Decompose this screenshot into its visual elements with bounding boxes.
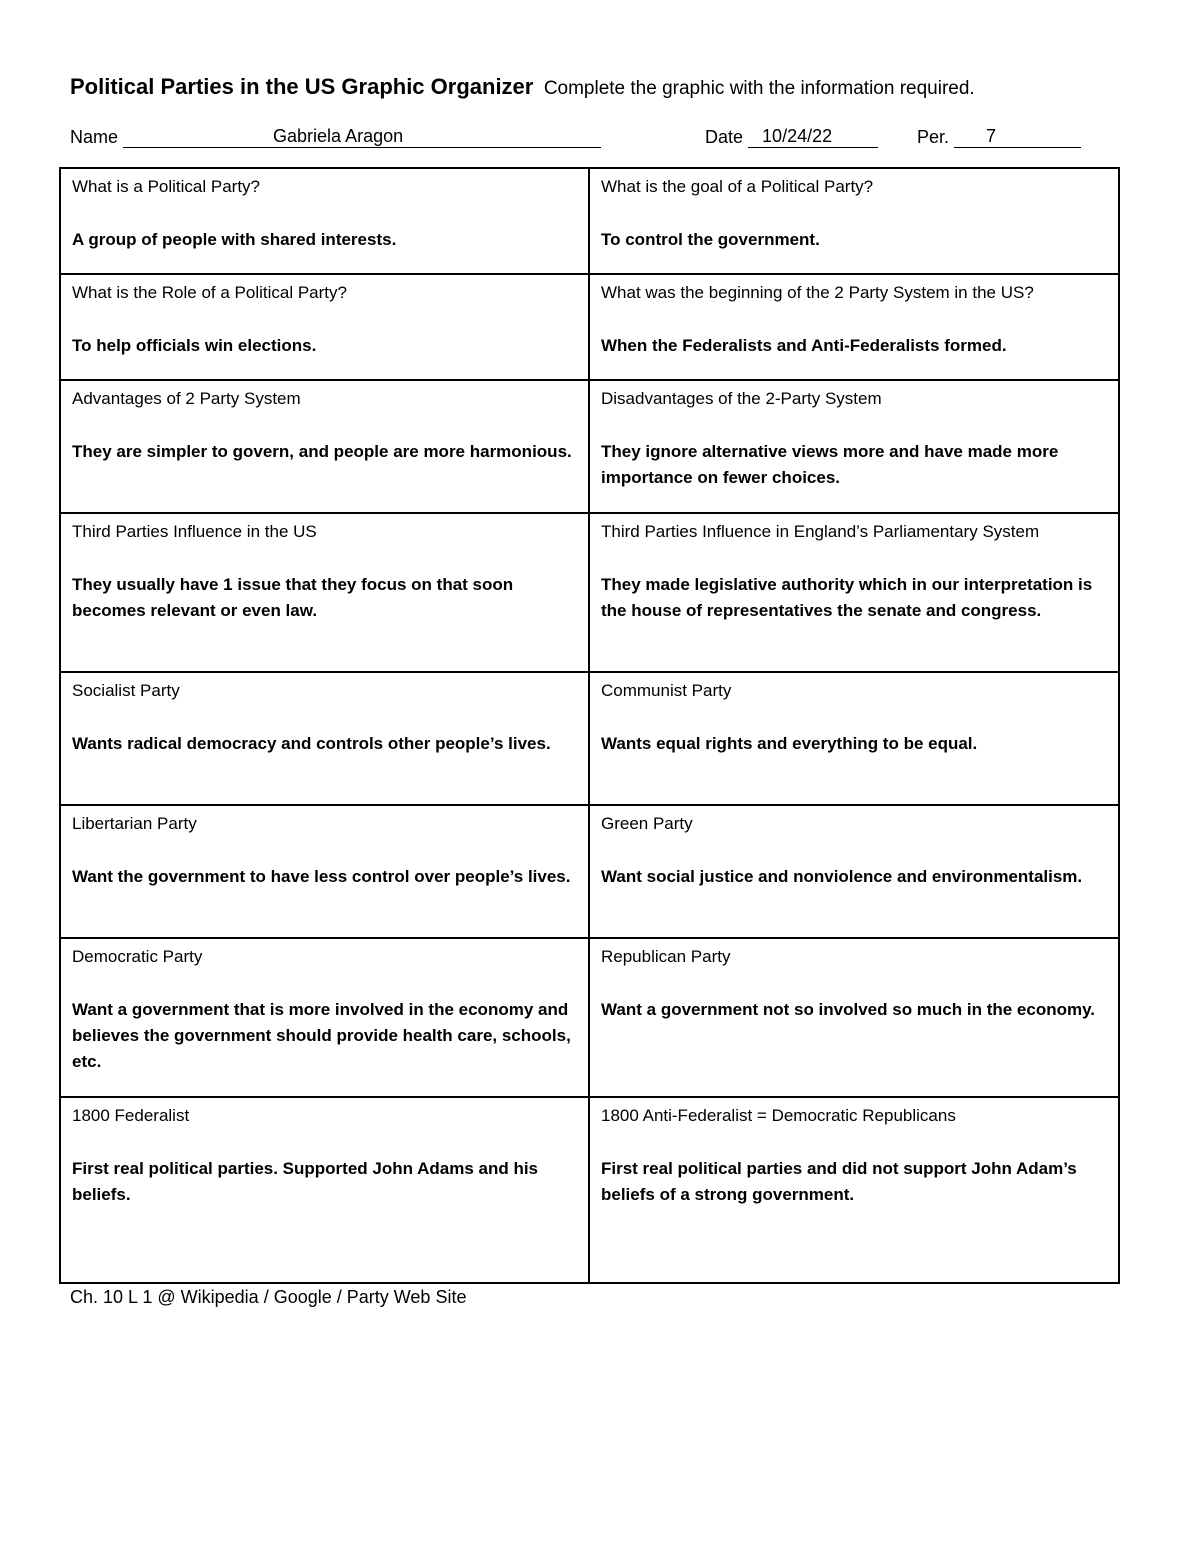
cell-prompt: Advantages of 2 Party System [72,389,301,408]
cell-prompt: 1800 Anti-Federalist = Democratic Republicans [601,1106,956,1125]
cell-answer: They made legislative authority which in our interpretation is the house of representatives the senate and congress. [601,575,1093,620]
cell-answer: First real political parties and did not support John Adam’s beliefs of a strong government. [601,1159,1077,1204]
organizer-cell [589,938,1119,1097]
cell-prompt: What is the goal of a Political Party? [601,177,874,196]
table-row [60,938,1119,1097]
cell-answer: Want a government that is more involved in the economy and believes the government should provide health care, schools, etc. [72,1000,571,1071]
cell-prompt: Green Party [601,814,693,833]
cell-answer: To control the government. [601,230,820,249]
organizer-cell [60,513,589,672]
cell-prompt: 1800 Federalist [72,1106,190,1125]
document-title: Political Parties in the US Graphic Organizer [70,74,534,99]
period-label: Per. [917,127,950,147]
period-field-group [917,126,1081,148]
organizer-cell [589,274,1119,380]
period-value: 7 [986,126,997,146]
cell-prompt: Communist Party [601,681,732,700]
cell-prompt: Socialist Party [72,681,180,700]
cell-prompt: What is a Political Party? [72,177,261,196]
cell-prompt: Third Parties Influence in England’s Parliamentary System [601,522,1040,541]
organizer-cell [60,1097,589,1283]
cell-prompt: What is the Role of a Political Party? [72,283,347,302]
organizer-cell [60,672,589,805]
cell-answer: They ignore alternative views more and have made more importance on fewer choices. [601,442,1059,487]
cell-prompt: Democratic Party [72,947,203,966]
source-note: Ch. 10 L 1 @ Wikipedia / Google / Party Web Site [70,1287,467,1307]
cell-answer: Wants radical democracy and controls other people’s lives. [72,734,551,753]
date-label: Date [705,127,744,147]
table-row [60,805,1119,938]
organizer-cell [60,380,589,513]
name-field[interactable] [123,126,601,148]
organizer-cell [589,1097,1119,1283]
cell-answer: Want a government not so involved so much in the economy. [601,1000,1096,1019]
organizer-cell [60,274,589,380]
cell-answer: When the Federalists and Anti-Federalists formed. [601,336,1007,355]
cell-prompt: Disadvantages of the 2-Party System [601,389,882,408]
table-row [60,168,1119,274]
name-value: Gabriela Aragon [273,126,404,146]
organizer-cell [589,805,1119,938]
organizer-cell [60,168,589,274]
period-field[interactable] [954,126,1081,148]
graphic-organizer-table [59,167,1120,1284]
organizer-cell [60,938,589,1097]
cell-prompt: What was the beginning of the 2 Party System in the US? [601,283,1034,302]
name-label: Name [70,127,119,147]
date-field[interactable] [748,126,878,148]
cell-answer: Want the government to have less control over people’s lives. [72,867,571,886]
cell-answer: First real political parties. Supported John Adams and his beliefs. [72,1159,539,1204]
organizer-cell [60,805,589,938]
date-field-group [705,126,878,148]
table-row [60,380,1119,513]
cell-answer: A group of people with shared interests. [72,230,397,249]
document-title-line [70,74,975,100]
table-row [60,513,1119,672]
document-instructions: Complete the graphic with the information required. [543,78,975,99]
organizer-cell [589,672,1119,805]
cell-answer: Wants equal rights and everything to be equal. [601,734,978,753]
organizer-cell [589,380,1119,513]
date-value: 10/24/22 [762,126,833,146]
cell-answer: Want social justice and nonviolence and environmentalism. [601,867,1083,886]
cell-prompt: Third Parties Influence in the US [72,522,317,541]
cell-answer: To help officials win elections. [72,336,317,355]
organizer-cell [589,168,1119,274]
name-field-group [70,126,601,148]
cell-answer: They usually have 1 issue that they focus on that soon becomes relevant or even law. [72,575,514,620]
cell-prompt: Republican Party [601,947,731,966]
cell-answer: They are simpler to govern, and people are more harmonious. [72,442,572,461]
table-row [60,672,1119,805]
table-row [60,274,1119,380]
table-row [60,1097,1119,1283]
organizer-cell [589,513,1119,672]
cell-prompt: Libertarian Party [72,814,197,833]
